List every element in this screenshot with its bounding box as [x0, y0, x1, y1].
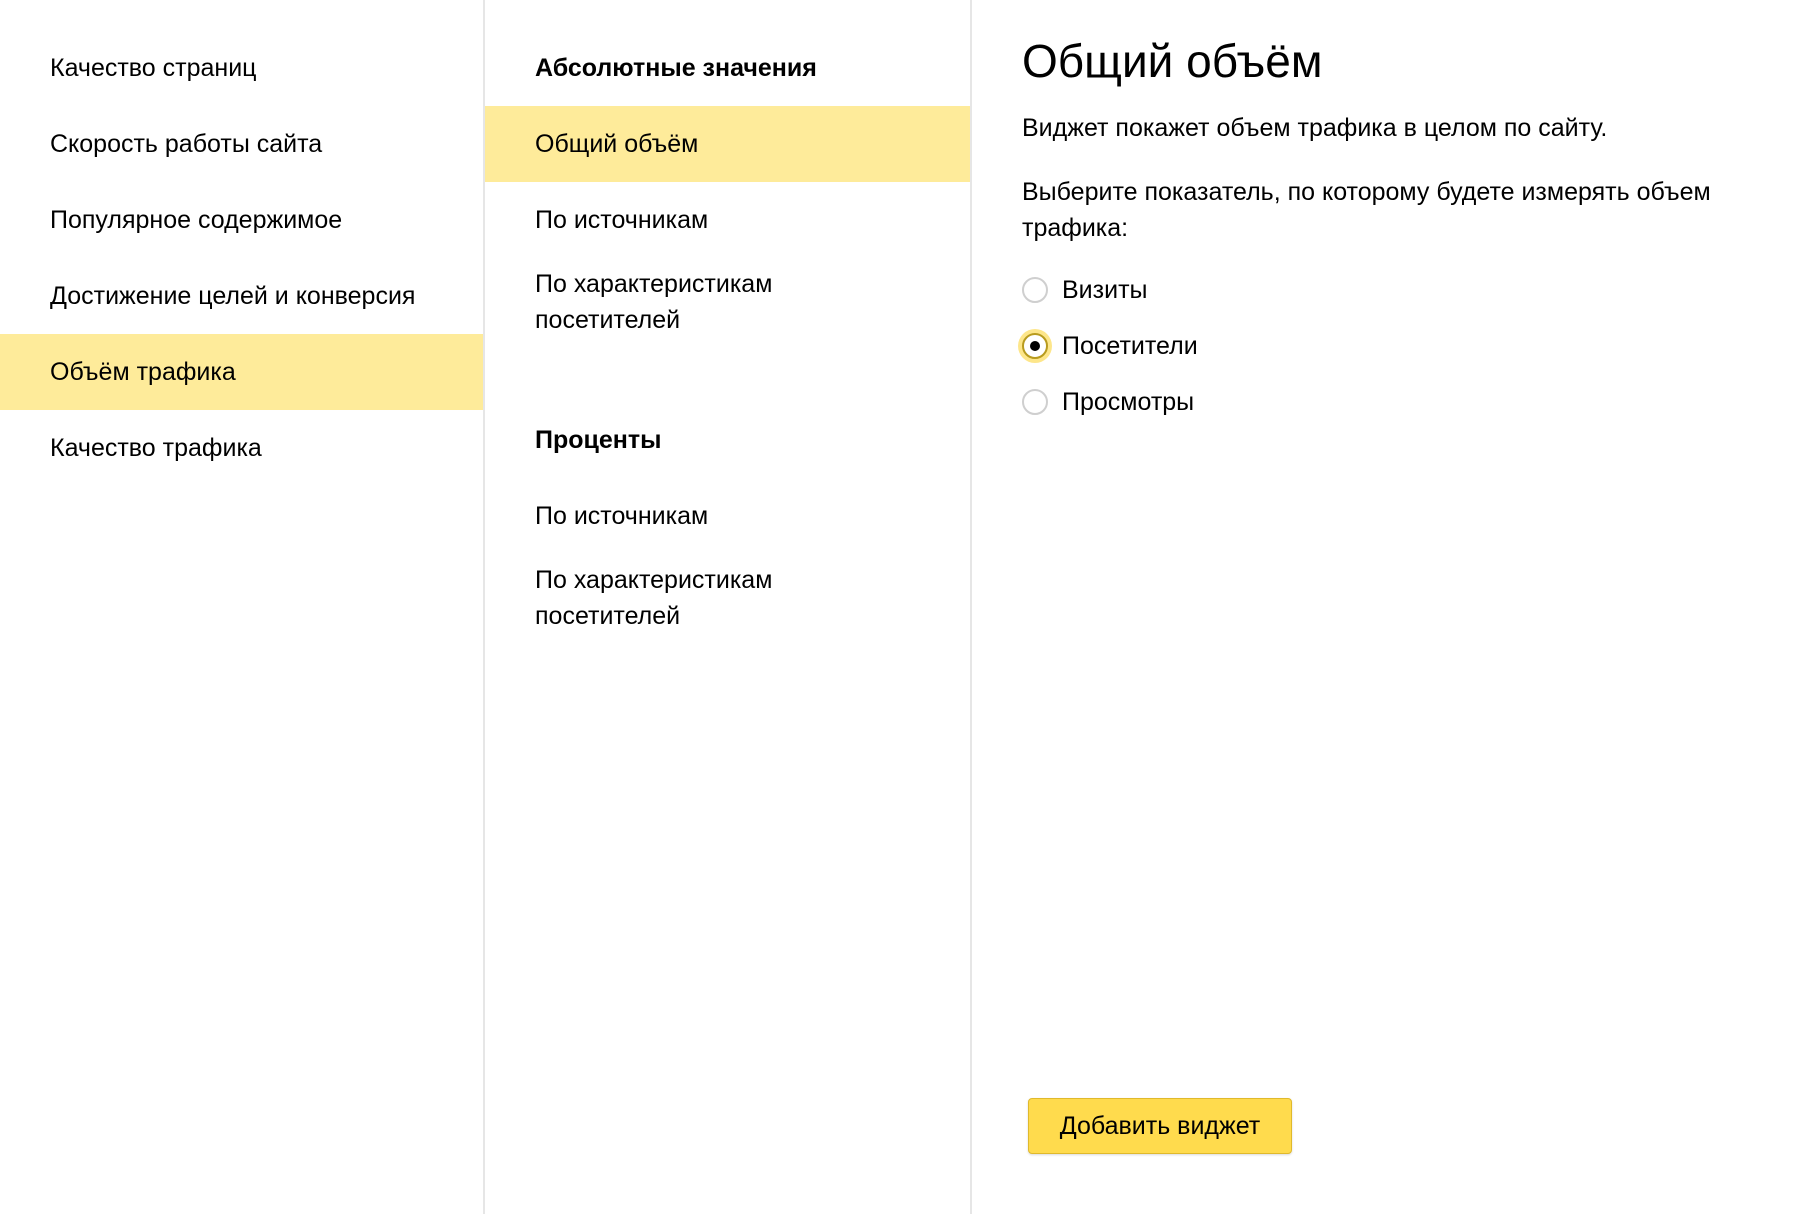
radio-label: Визиты: [1062, 276, 1148, 304]
category-item-page-quality[interactable]: [0, 30, 483, 106]
add-widget-button[interactable]: Добавить виджет: [1028, 1098, 1292, 1154]
subtype-item-label: По источникам: [535, 502, 709, 530]
radio-option-visits[interactable]: [1022, 268, 1762, 312]
category-item-site-speed[interactable]: [0, 106, 483, 182]
radio-button[interactable]: [1022, 389, 1048, 415]
detail-description: Виджет покажет объем трафика в целом по сайту.: [1022, 114, 1608, 142]
category-item-label: Достижение целей и конверсия: [50, 282, 416, 310]
metric-prompt: Выберите показатель, по которому будете измерять объем трафика:: [1022, 178, 1711, 242]
category-item-goals-conversion[interactable]: [0, 258, 483, 334]
category-item-label: Скорость работы сайта: [50, 130, 323, 158]
subtype-item-label: Общий объём: [535, 130, 699, 158]
radio-option-visitors[interactable]: [1022, 324, 1762, 368]
subtype-item-label: По характеристикам посетителей: [535, 270, 773, 334]
category-item-popular-content[interactable]: [0, 182, 483, 258]
category-item-label: Качество страниц: [50, 54, 257, 82]
subtype-item-label: По характеристикам посетителей: [535, 566, 773, 630]
category-list: [0, 0, 485, 1214]
detail-title: Общий объём: [1022, 35, 1323, 87]
category-item-traffic-volume[interactable]: [0, 334, 483, 410]
radio-label: Просмотры: [1062, 388, 1195, 416]
subtype-item-total-volume[interactable]: [485, 106, 970, 182]
group-heading-absolute: Абсолютные значения: [535, 53, 817, 82]
group-heading-percent: Проценты: [535, 425, 662, 454]
category-item-label: Качество трафика: [50, 434, 262, 462]
widget-detail-panel: [972, 0, 1812, 1214]
subtype-item-label: По источникам: [535, 206, 709, 234]
radio-option-pageviews[interactable]: [1022, 380, 1762, 424]
category-item-traffic-quality[interactable]: [0, 410, 483, 486]
metric-radio-group: [1022, 268, 1762, 424]
subtype-item-by-visitor-traits[interactable]: [485, 258, 970, 374]
widget-type-list: [485, 0, 972, 1214]
category-item-label: Популярное содержимое: [50, 206, 343, 234]
category-item-label: Объём трафика: [50, 358, 236, 386]
group-spacer: [485, 374, 970, 402]
subtype-item-percent-by-visitor-traits[interactable]: [485, 554, 970, 670]
radio-button-checked[interactable]: [1022, 333, 1048, 359]
radio-label: Посетители: [1062, 332, 1198, 360]
subtype-item-percent-by-sources[interactable]: [485, 478, 970, 554]
subtype-item-by-sources[interactable]: [485, 182, 970, 258]
radio-button[interactable]: [1022, 277, 1048, 303]
